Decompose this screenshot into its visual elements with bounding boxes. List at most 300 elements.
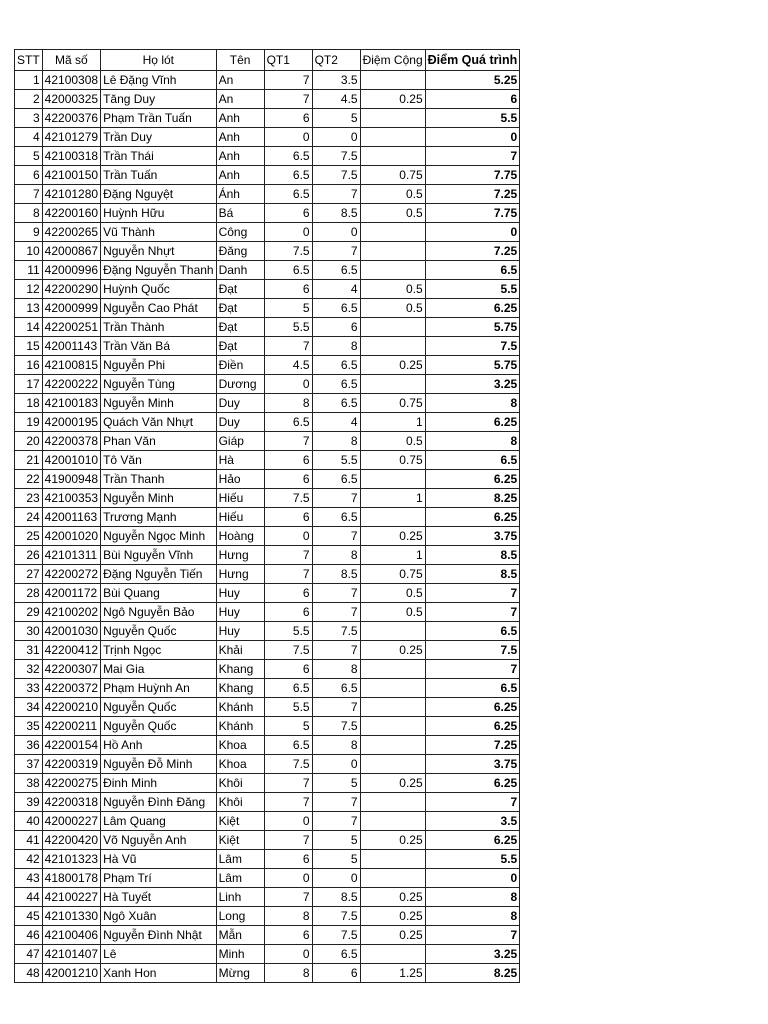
cell-diem-cong[interactable] xyxy=(360,318,425,337)
cell-ma-so[interactable]: 42200222 xyxy=(42,375,100,394)
cell-ma-so[interactable]: 42101330 xyxy=(42,907,100,926)
cell-qt1[interactable]: 6.5 xyxy=(264,679,312,698)
cell-stt[interactable]: 42 xyxy=(15,850,43,869)
cell-ten[interactable]: Đạt xyxy=(216,280,264,299)
cell-qt1[interactable]: 7.5 xyxy=(264,641,312,660)
cell-qt2[interactable]: 7.5 xyxy=(312,926,360,945)
cell-qt2[interactable]: 7.5 xyxy=(312,622,360,641)
cell-qt1[interactable]: 5.5 xyxy=(264,622,312,641)
cell-ten[interactable]: Long xyxy=(216,907,264,926)
cell-diem-qua-trinh[interactable]: 7 xyxy=(425,660,520,679)
cell-stt[interactable]: 31 xyxy=(15,641,43,660)
cell-qt1[interactable]: 0 xyxy=(264,812,312,831)
cell-diem-cong[interactable]: 0.25 xyxy=(360,774,425,793)
cell-ten[interactable]: Hiếu xyxy=(216,508,264,527)
cell-qt2[interactable]: 6.5 xyxy=(312,299,360,318)
cell-qt2[interactable]: 7 xyxy=(312,698,360,717)
cell-ma-so[interactable]: 42101407 xyxy=(42,945,100,964)
cell-ten[interactable]: Khoa xyxy=(216,755,264,774)
cell-ho-lot[interactable]: Hồ Anh xyxy=(101,736,217,755)
cell-diem-cong[interactable] xyxy=(360,679,425,698)
cell-diem-cong[interactable]: 1.25 xyxy=(360,964,425,983)
cell-qt2[interactable]: 3.5 xyxy=(312,71,360,90)
cell-ma-so[interactable]: 42200154 xyxy=(42,736,100,755)
header-ten[interactable]: Tên xyxy=(216,50,264,71)
cell-ho-lot[interactable]: Đặng Nguyễn Tiến xyxy=(101,565,217,584)
cell-ho-lot[interactable]: Bùi Nguyễn Vĩnh xyxy=(101,546,217,565)
cell-ma-so[interactable]: 42200210 xyxy=(42,698,100,717)
cell-diem-qua-trinh[interactable]: 6.5 xyxy=(425,679,520,698)
cell-ho-lot[interactable]: Hà Vũ xyxy=(101,850,217,869)
cell-qt2[interactable]: 7 xyxy=(312,793,360,812)
cell-qt2[interactable]: 8.5 xyxy=(312,565,360,584)
cell-ho-lot[interactable]: Nguyễn Ngọc Minh xyxy=(101,527,217,546)
cell-ho-lot[interactable]: Quách Văn Nhựt xyxy=(101,413,217,432)
cell-stt[interactable]: 2 xyxy=(15,90,43,109)
header-ho-lot[interactable]: Họ lót xyxy=(101,50,217,71)
cell-diem-cong[interactable] xyxy=(360,147,425,166)
cell-diem-qua-trinh[interactable]: 6.25 xyxy=(425,717,520,736)
cell-ho-lot[interactable]: Phạm Trí xyxy=(101,869,217,888)
cell-ten[interactable]: Hảo xyxy=(216,470,264,489)
cell-qt2[interactable]: 8.5 xyxy=(312,204,360,223)
cell-qt2[interactable]: 6 xyxy=(312,964,360,983)
cell-ho-lot[interactable]: Trần Tuấn xyxy=(101,166,217,185)
cell-ma-so[interactable]: 42100318 xyxy=(42,147,100,166)
cell-qt2[interactable]: 6.5 xyxy=(312,508,360,527)
cell-qt1[interactable]: 8 xyxy=(264,907,312,926)
cell-qt2[interactable]: 7 xyxy=(312,603,360,622)
cell-ho-lot[interactable]: Lê xyxy=(101,945,217,964)
cell-ten[interactable]: Kiệt xyxy=(216,831,264,850)
cell-diem-cong[interactable] xyxy=(360,869,425,888)
cell-diem-cong[interactable] xyxy=(360,717,425,736)
cell-ma-so[interactable]: 42000325 xyxy=(42,90,100,109)
cell-ten[interactable]: Khánh xyxy=(216,717,264,736)
cell-ma-so[interactable]: 42200372 xyxy=(42,679,100,698)
cell-stt[interactable]: 34 xyxy=(15,698,43,717)
cell-stt[interactable]: 7 xyxy=(15,185,43,204)
cell-diem-cong[interactable] xyxy=(360,755,425,774)
cell-diem-qua-trinh[interactable]: 8 xyxy=(425,888,520,907)
cell-ma-so[interactable]: 42000867 xyxy=(42,242,100,261)
cell-ten[interactable]: Hưng xyxy=(216,565,264,584)
cell-ho-lot[interactable]: Võ Nguyễn Anh xyxy=(101,831,217,850)
cell-diem-qua-trinh[interactable]: 6.5 xyxy=(425,622,520,641)
cell-diem-qua-trinh[interactable]: 5.5 xyxy=(425,280,520,299)
cell-stt[interactable]: 19 xyxy=(15,413,43,432)
cell-qt2[interactable]: 5 xyxy=(312,831,360,850)
cell-stt[interactable]: 5 xyxy=(15,147,43,166)
cell-ho-lot[interactable]: Đặng Nguyệt xyxy=(101,185,217,204)
cell-qt2[interactable]: 7 xyxy=(312,584,360,603)
cell-stt[interactable]: 41 xyxy=(15,831,43,850)
cell-diem-cong[interactable] xyxy=(360,109,425,128)
cell-ten[interactable]: Huy xyxy=(216,584,264,603)
cell-qt2[interactable]: 6.5 xyxy=(312,470,360,489)
cell-qt2[interactable]: 4.5 xyxy=(312,90,360,109)
cell-qt2[interactable]: 6.5 xyxy=(312,394,360,413)
cell-ho-lot[interactable]: Đặng Nguyễn Thanh xyxy=(101,261,217,280)
cell-ho-lot[interactable]: Phạm Huỳnh An xyxy=(101,679,217,698)
cell-diem-cong[interactable]: 0.5 xyxy=(360,603,425,622)
cell-ma-so[interactable]: 42001030 xyxy=(42,622,100,641)
cell-diem-qua-trinh[interactable]: 6.5 xyxy=(425,451,520,470)
cell-diem-qua-trinh[interactable]: 8 xyxy=(425,432,520,451)
cell-diem-cong[interactable] xyxy=(360,261,425,280)
cell-diem-cong[interactable]: 0.25 xyxy=(360,90,425,109)
cell-ten[interactable]: Duy xyxy=(216,413,264,432)
cell-qt1[interactable]: 0 xyxy=(264,945,312,964)
cell-stt[interactable]: 32 xyxy=(15,660,43,679)
cell-qt1[interactable]: 0 xyxy=(264,527,312,546)
cell-ten[interactable]: Khôi xyxy=(216,774,264,793)
cell-diem-cong[interactable]: 0.25 xyxy=(360,907,425,926)
cell-qt2[interactable]: 5 xyxy=(312,109,360,128)
cell-ten[interactable]: Lâm xyxy=(216,850,264,869)
cell-qt1[interactable]: 6 xyxy=(264,204,312,223)
cell-qt1[interactable]: 6.5 xyxy=(264,413,312,432)
cell-ma-so[interactable]: 42101311 xyxy=(42,546,100,565)
cell-ma-so[interactable]: 42100150 xyxy=(42,166,100,185)
cell-qt2[interactable]: 8 xyxy=(312,337,360,356)
cell-stt[interactable]: 28 xyxy=(15,584,43,603)
cell-qt1[interactable]: 7 xyxy=(264,337,312,356)
cell-stt[interactable]: 3 xyxy=(15,109,43,128)
cell-qt2[interactable]: 6.5 xyxy=(312,945,360,964)
cell-qt1[interactable]: 7 xyxy=(264,546,312,565)
cell-diem-cong[interactable] xyxy=(360,242,425,261)
cell-ma-so[interactable]: 42001172 xyxy=(42,584,100,603)
cell-ten[interactable]: Khôi xyxy=(216,793,264,812)
cell-stt[interactable]: 14 xyxy=(15,318,43,337)
cell-stt[interactable]: 12 xyxy=(15,280,43,299)
cell-stt[interactable]: 21 xyxy=(15,451,43,470)
cell-ho-lot[interactable]: Ngô Xuân xyxy=(101,907,217,926)
cell-ma-so[interactable]: 41900948 xyxy=(42,470,100,489)
cell-diem-qua-trinh[interactable]: 8.25 xyxy=(425,489,520,508)
cell-diem-qua-trinh[interactable]: 7.75 xyxy=(425,166,520,185)
cell-diem-qua-trinh[interactable]: 5.5 xyxy=(425,109,520,128)
cell-diem-cong[interactable]: 0.25 xyxy=(360,831,425,850)
cell-stt[interactable]: 39 xyxy=(15,793,43,812)
cell-diem-cong[interactable]: 0.25 xyxy=(360,888,425,907)
cell-qt1[interactable]: 6 xyxy=(264,660,312,679)
cell-ho-lot[interactable]: Nguyễn Đỗ Minh xyxy=(101,755,217,774)
cell-ten[interactable]: Khang xyxy=(216,660,264,679)
cell-diem-qua-trinh[interactable]: 8.5 xyxy=(425,565,520,584)
cell-ho-lot[interactable]: Bùi Quang xyxy=(101,584,217,603)
cell-qt1[interactable]: 6 xyxy=(264,850,312,869)
cell-diem-cong[interactable] xyxy=(360,945,425,964)
cell-ma-so[interactable]: 42000996 xyxy=(42,261,100,280)
cell-ten[interactable]: Đăng xyxy=(216,242,264,261)
cell-diem-cong[interactable] xyxy=(360,850,425,869)
cell-ten[interactable]: Linh xyxy=(216,888,264,907)
cell-ma-so[interactable]: 42101280 xyxy=(42,185,100,204)
cell-qt2[interactable]: 6 xyxy=(312,318,360,337)
cell-qt1[interactable]: 6 xyxy=(264,451,312,470)
cell-ho-lot[interactable]: Nguyễn Quốc xyxy=(101,698,217,717)
cell-ten[interactable]: Hiếu xyxy=(216,489,264,508)
cell-stt[interactable]: 11 xyxy=(15,261,43,280)
cell-qt1[interactable]: 6.5 xyxy=(264,261,312,280)
cell-ma-so[interactable]: 42001163 xyxy=(42,508,100,527)
cell-stt[interactable]: 35 xyxy=(15,717,43,736)
cell-ten[interactable]: Mừng xyxy=(216,964,264,983)
cell-diem-qua-trinh[interactable]: 0 xyxy=(425,869,520,888)
cell-diem-qua-trinh[interactable]: 6.25 xyxy=(425,508,520,527)
cell-qt2[interactable]: 7 xyxy=(312,185,360,204)
cell-stt[interactable]: 36 xyxy=(15,736,43,755)
cell-ho-lot[interactable]: Trần Duy xyxy=(101,128,217,147)
cell-diem-qua-trinh[interactable]: 3.5 xyxy=(425,812,520,831)
cell-qt1[interactable]: 7 xyxy=(264,793,312,812)
cell-ma-so[interactable]: 42200265 xyxy=(42,223,100,242)
cell-diem-cong[interactable]: 1 xyxy=(360,546,425,565)
cell-ma-so[interactable]: 42200275 xyxy=(42,774,100,793)
cell-ten[interactable]: Anh xyxy=(216,109,264,128)
cell-ten[interactable]: Kiệt xyxy=(216,812,264,831)
cell-ho-lot[interactable]: Vũ Thành xyxy=(101,223,217,242)
cell-ma-so[interactable]: 42101279 xyxy=(42,128,100,147)
cell-qt2[interactable]: 7.5 xyxy=(312,147,360,166)
cell-ma-so[interactable]: 42100353 xyxy=(42,489,100,508)
cell-qt1[interactable]: 7 xyxy=(264,565,312,584)
cell-ho-lot[interactable]: Trương Mạnh xyxy=(101,508,217,527)
cell-ma-so[interactable]: 42100227 xyxy=(42,888,100,907)
cell-diem-cong[interactable]: 0.25 xyxy=(360,641,425,660)
cell-diem-qua-trinh[interactable]: 7 xyxy=(425,603,520,622)
cell-ten[interactable]: Điền xyxy=(216,356,264,375)
cell-qt2[interactable]: 7 xyxy=(312,641,360,660)
cell-qt2[interactable]: 5 xyxy=(312,774,360,793)
cell-qt1[interactable]: 0 xyxy=(264,375,312,394)
cell-qt2[interactable]: 7.5 xyxy=(312,717,360,736)
cell-ten[interactable]: Dương xyxy=(216,375,264,394)
cell-ho-lot[interactable]: Trần Thái xyxy=(101,147,217,166)
cell-ten[interactable]: Duy xyxy=(216,394,264,413)
cell-ten[interactable]: Lâm xyxy=(216,869,264,888)
cell-diem-qua-trinh[interactable]: 3.25 xyxy=(425,375,520,394)
cell-diem-qua-trinh[interactable]: 7.25 xyxy=(425,242,520,261)
cell-stt[interactable]: 15 xyxy=(15,337,43,356)
cell-qt1[interactable]: 6 xyxy=(264,280,312,299)
cell-stt[interactable]: 43 xyxy=(15,869,43,888)
header-qt1[interactable]: QT1 xyxy=(264,50,312,71)
cell-qt1[interactable]: 7 xyxy=(264,774,312,793)
cell-ho-lot[interactable]: Huỳnh Hữu xyxy=(101,204,217,223)
cell-qt2[interactable]: 7.5 xyxy=(312,907,360,926)
cell-ten[interactable]: Anh xyxy=(216,166,264,185)
cell-diem-qua-trinh[interactable]: 7.25 xyxy=(425,736,520,755)
cell-diem-qua-trinh[interactable]: 6.25 xyxy=(425,470,520,489)
cell-ho-lot[interactable]: Trần Thành xyxy=(101,318,217,337)
cell-qt1[interactable]: 7 xyxy=(264,888,312,907)
cell-stt[interactable]: 29 xyxy=(15,603,43,622)
cell-ho-lot[interactable]: Phan Văn xyxy=(101,432,217,451)
cell-diem-qua-trinh[interactable]: 3.75 xyxy=(425,527,520,546)
cell-ten[interactable]: An xyxy=(216,71,264,90)
cell-qt2[interactable]: 6.5 xyxy=(312,356,360,375)
cell-ho-lot[interactable]: Mai Gia xyxy=(101,660,217,679)
cell-qt1[interactable]: 7.5 xyxy=(264,242,312,261)
cell-qt1[interactable]: 5 xyxy=(264,717,312,736)
cell-diem-cong[interactable]: 1 xyxy=(360,413,425,432)
cell-diem-cong[interactable]: 0.75 xyxy=(360,451,425,470)
cell-stt[interactable]: 16 xyxy=(15,356,43,375)
cell-diem-cong[interactable]: 0.5 xyxy=(360,432,425,451)
cell-ho-lot[interactable]: Huỳnh Quốc xyxy=(101,280,217,299)
cell-qt1[interactable]: 6 xyxy=(264,603,312,622)
cell-ho-lot[interactable]: Tô Văn xyxy=(101,451,217,470)
cell-diem-qua-trinh[interactable]: 7 xyxy=(425,926,520,945)
cell-qt1[interactable]: 5 xyxy=(264,299,312,318)
cell-ho-lot[interactable]: Hà Tuyết xyxy=(101,888,217,907)
cell-ma-so[interactable]: 42200376 xyxy=(42,109,100,128)
cell-qt1[interactable]: 8 xyxy=(264,964,312,983)
cell-ma-so[interactable]: 42101323 xyxy=(42,850,100,869)
cell-ma-so[interactable]: 42100202 xyxy=(42,603,100,622)
cell-diem-cong[interactable]: 0.5 xyxy=(360,185,425,204)
cell-ho-lot[interactable]: Lâm Quang xyxy=(101,812,217,831)
cell-ho-lot[interactable]: Nguyễn Cao Phát xyxy=(101,299,217,318)
cell-qt1[interactable]: 5.5 xyxy=(264,318,312,337)
cell-stt[interactable]: 40 xyxy=(15,812,43,831)
cell-ten[interactable]: Đạt xyxy=(216,337,264,356)
cell-diem-qua-trinh[interactable]: 7.5 xyxy=(425,337,520,356)
cell-diem-cong[interactable] xyxy=(360,508,425,527)
cell-diem-cong[interactable]: 0.5 xyxy=(360,280,425,299)
cell-ho-lot[interactable]: Nguyễn Minh xyxy=(101,394,217,413)
cell-diem-qua-trinh[interactable]: 5.75 xyxy=(425,356,520,375)
cell-diem-cong[interactable] xyxy=(360,812,425,831)
cell-ten[interactable]: Giáp xyxy=(216,432,264,451)
cell-qt1[interactable]: 0 xyxy=(264,869,312,888)
cell-diem-cong[interactable] xyxy=(360,71,425,90)
cell-diem-qua-trinh[interactable]: 0 xyxy=(425,128,520,147)
cell-stt[interactable]: 9 xyxy=(15,223,43,242)
cell-qt2[interactable]: 8.5 xyxy=(312,888,360,907)
cell-ma-so[interactable]: 42000227 xyxy=(42,812,100,831)
cell-stt[interactable]: 33 xyxy=(15,679,43,698)
cell-qt2[interactable]: 7 xyxy=(312,527,360,546)
cell-ma-so[interactable]: 42001020 xyxy=(42,527,100,546)
cell-diem-qua-trinh[interactable]: 8.25 xyxy=(425,964,520,983)
cell-diem-qua-trinh[interactable]: 6.25 xyxy=(425,299,520,318)
cell-qt2[interactable]: 0 xyxy=(312,869,360,888)
cell-ten[interactable]: Bá xyxy=(216,204,264,223)
cell-qt2[interactable]: 4 xyxy=(312,280,360,299)
cell-diem-cong[interactable] xyxy=(360,223,425,242)
cell-diem-qua-trinh[interactable]: 5.25 xyxy=(425,71,520,90)
cell-diem-qua-trinh[interactable]: 8.5 xyxy=(425,546,520,565)
cell-stt[interactable]: 38 xyxy=(15,774,43,793)
cell-stt[interactable]: 46 xyxy=(15,926,43,945)
cell-ten[interactable]: An xyxy=(216,90,264,109)
cell-diem-qua-trinh[interactable]: 7.5 xyxy=(425,641,520,660)
cell-ho-lot[interactable]: Tăng Duy xyxy=(101,90,217,109)
cell-diem-cong[interactable] xyxy=(360,622,425,641)
cell-ma-so[interactable]: 42001010 xyxy=(42,451,100,470)
cell-ho-lot[interactable]: Nguyễn Phi xyxy=(101,356,217,375)
cell-diem-qua-trinh[interactable]: 7 xyxy=(425,584,520,603)
cell-qt1[interactable]: 6.5 xyxy=(264,185,312,204)
cell-qt1[interactable]: 7.5 xyxy=(264,489,312,508)
cell-ten[interactable]: Khang xyxy=(216,679,264,698)
cell-diem-cong[interactable]: 0.75 xyxy=(360,166,425,185)
cell-ma-so[interactable]: 42100183 xyxy=(42,394,100,413)
cell-stt[interactable]: 17 xyxy=(15,375,43,394)
header-diem-cong[interactable]: Điệm Cộng xyxy=(360,50,425,71)
cell-diem-cong[interactable]: 0.5 xyxy=(360,584,425,603)
cell-stt[interactable]: 44 xyxy=(15,888,43,907)
cell-qt2[interactable]: 7.5 xyxy=(312,166,360,185)
cell-qt2[interactable]: 0 xyxy=(312,128,360,147)
cell-qt1[interactable]: 7.5 xyxy=(264,755,312,774)
header-diem-qua-trinh[interactable]: Điểm Quá trình xyxy=(425,50,520,71)
cell-qt2[interactable]: 6.5 xyxy=(312,375,360,394)
cell-diem-cong[interactable]: 0.25 xyxy=(360,926,425,945)
cell-ten[interactable]: Khoa xyxy=(216,736,264,755)
cell-ma-so[interactable]: 42200251 xyxy=(42,318,100,337)
cell-diem-qua-trinh[interactable]: 6.25 xyxy=(425,831,520,850)
cell-qt1[interactable]: 5.5 xyxy=(264,698,312,717)
cell-qt1[interactable]: 7 xyxy=(264,71,312,90)
cell-diem-qua-trinh[interactable]: 8 xyxy=(425,907,520,926)
header-ma-so[interactable]: Mã số xyxy=(42,50,100,71)
cell-qt2[interactable]: 7 xyxy=(312,489,360,508)
cell-stt[interactable]: 22 xyxy=(15,470,43,489)
cell-ma-so[interactable]: 42200412 xyxy=(42,641,100,660)
cell-qt1[interactable]: 7 xyxy=(264,432,312,451)
cell-diem-cong[interactable] xyxy=(360,793,425,812)
cell-stt[interactable]: 30 xyxy=(15,622,43,641)
cell-diem-qua-trinh[interactable]: 5.75 xyxy=(425,318,520,337)
cell-ho-lot[interactable]: Nguyễn Đình Đăng xyxy=(101,793,217,812)
cell-qt1[interactable]: 6 xyxy=(264,926,312,945)
cell-qt1[interactable]: 6 xyxy=(264,109,312,128)
cell-stt[interactable]: 13 xyxy=(15,299,43,318)
cell-ten[interactable]: Danh xyxy=(216,261,264,280)
cell-qt1[interactable]: 6.5 xyxy=(264,736,312,755)
cell-ho-lot[interactable]: Trần Văn Bá xyxy=(101,337,217,356)
cell-ma-so[interactable]: 42001210 xyxy=(42,964,100,983)
cell-ho-lot[interactable]: Đinh Minh xyxy=(101,774,217,793)
cell-ten[interactable]: Khải xyxy=(216,641,264,660)
cell-qt2[interactable]: 5 xyxy=(312,850,360,869)
cell-diem-qua-trinh[interactable]: 7.25 xyxy=(425,185,520,204)
cell-diem-cong[interactable]: 0.25 xyxy=(360,356,425,375)
cell-ten[interactable]: Hà xyxy=(216,451,264,470)
cell-ten[interactable]: Anh xyxy=(216,147,264,166)
cell-ho-lot[interactable]: Trịnh Ngọc xyxy=(101,641,217,660)
cell-diem-cong[interactable]: 0.5 xyxy=(360,299,425,318)
cell-qt2[interactable]: 4 xyxy=(312,413,360,432)
cell-diem-qua-trinh[interactable]: 7 xyxy=(425,793,520,812)
cell-ma-so[interactable]: 42100815 xyxy=(42,356,100,375)
cell-qt2[interactable]: 0 xyxy=(312,755,360,774)
cell-diem-cong[interactable]: 0.75 xyxy=(360,565,425,584)
cell-diem-qua-trinh[interactable]: 7 xyxy=(425,147,520,166)
cell-qt2[interactable]: 6.5 xyxy=(312,679,360,698)
cell-ten[interactable]: Đạt xyxy=(216,299,264,318)
cell-ten[interactable]: Hoàng xyxy=(216,527,264,546)
cell-diem-cong[interactable]: 0.5 xyxy=(360,204,425,223)
cell-diem-cong[interactable] xyxy=(360,660,425,679)
cell-ma-so[interactable]: 42200378 xyxy=(42,432,100,451)
cell-ho-lot[interactable]: Xanh Hon xyxy=(101,964,217,983)
